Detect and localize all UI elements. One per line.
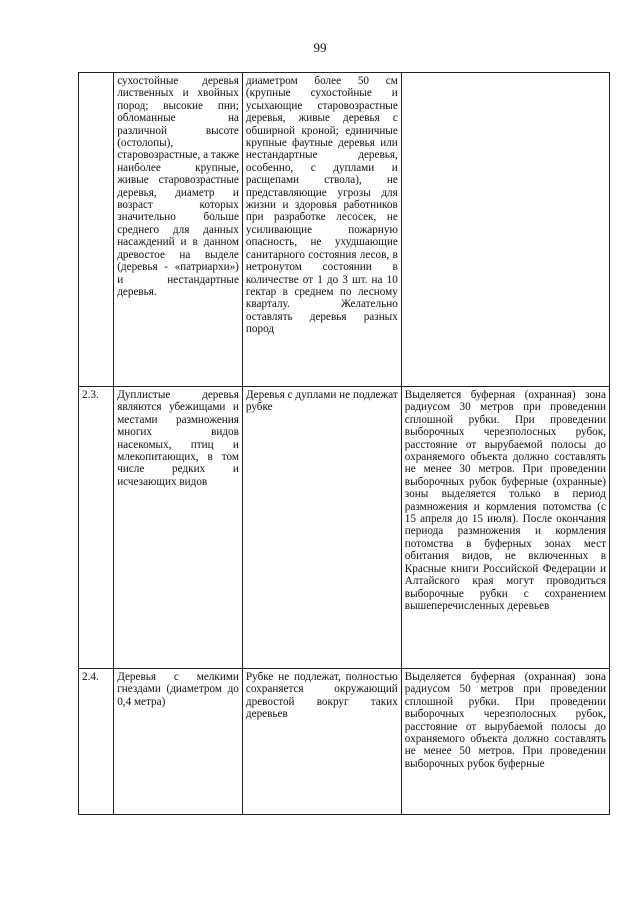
page-number: 99 (313, 40, 327, 55)
row-number (79, 73, 114, 387)
buffer-zone-cell: Выделяется буферная (охранная) зона радиусом 30 метров при проведении сплошной рубки. При проведении выборочных черезполосных рубок, расстояние от вырубаемой полосы до охраняемого объекта должно составлять не менее 30 метров. При проведении выборочных рубок буферные (охранные) зоны выделяется только в период размножения и кормления потомства (с 15 апреля до 15 июля). После окончания периода размножения и кормления потомства в буферных зонах мест обитания видов, не включенных в Красные книги Российской Федерации и Алтайского края могут проводиться выборочные рубки с сохранением вышеперечисленных деревьев (401, 387, 609, 669)
row-number: 2.4. (79, 669, 114, 815)
preservation-rule-cell: диаметром более 50 см (крупные сухостойные и усыхающие старовозрастные деревья, живые деревья с обширной кроной; единичные крупные фаутные деревья или нестандартные деревья, особенно, с дуплами и расщепами ствола), не представляющие угрозы для жизни и здоровья работников при разработке лесосек, не усиливающие пожарную опасность, не ухудшающие санитарного состояния лесов, в нетронутом состоянии в количестве от 1 до 3 шт. на 10 гектар в среднем по лесному кварталу. Желательно оставлять деревья разных пород (242, 73, 401, 387)
table-row (79, 669, 610, 815)
table-row (79, 387, 610, 669)
object-description-cell: сухостойные деревья лиственных и хвойных пород; высокие пни; обломанные на различной высоте (остолопы), старовозрастные, а также наиболее крупные, живые старовозрастные деревья, диаметр и возраст которых значительно больше среднего для данных насаждений и в данном древостое на выделе (деревья - «патриархи») и нестандартные деревья. (114, 73, 243, 387)
table-row (79, 73, 610, 387)
object-description-cell: Деревья с мелкими гнездами (диаметром до 0,4 метра) (114, 669, 243, 815)
buffer-zone-cell (401, 73, 609, 387)
row-number: 2.3. (79, 387, 114, 669)
buffer-zone-cell: Выделяется буферная (охранная) зона радиусом 50 метров при проведении сплошной рубки. При проведении выборочных черезполосных рубок, расстояние от вырубаемой полосы до охраняемого объекта должно составлять не менее 50 метров. При проведении выборочных рубок буферные (401, 669, 609, 815)
object-description-cell: Дуплистые деревья являются убежищами и местами размножения многих видов насекомых, птиц и млекопитающих, в том числе редких и исчезающих видов (114, 387, 243, 669)
regulation-table (78, 72, 610, 815)
preservation-rule-cell: Рубке не подлежат, полностью сохраняется окружающий древостой вокруг таких деревьев (242, 669, 401, 815)
preservation-rule-cell: Деревья с дуплами не подлежат рубке (242, 387, 401, 669)
